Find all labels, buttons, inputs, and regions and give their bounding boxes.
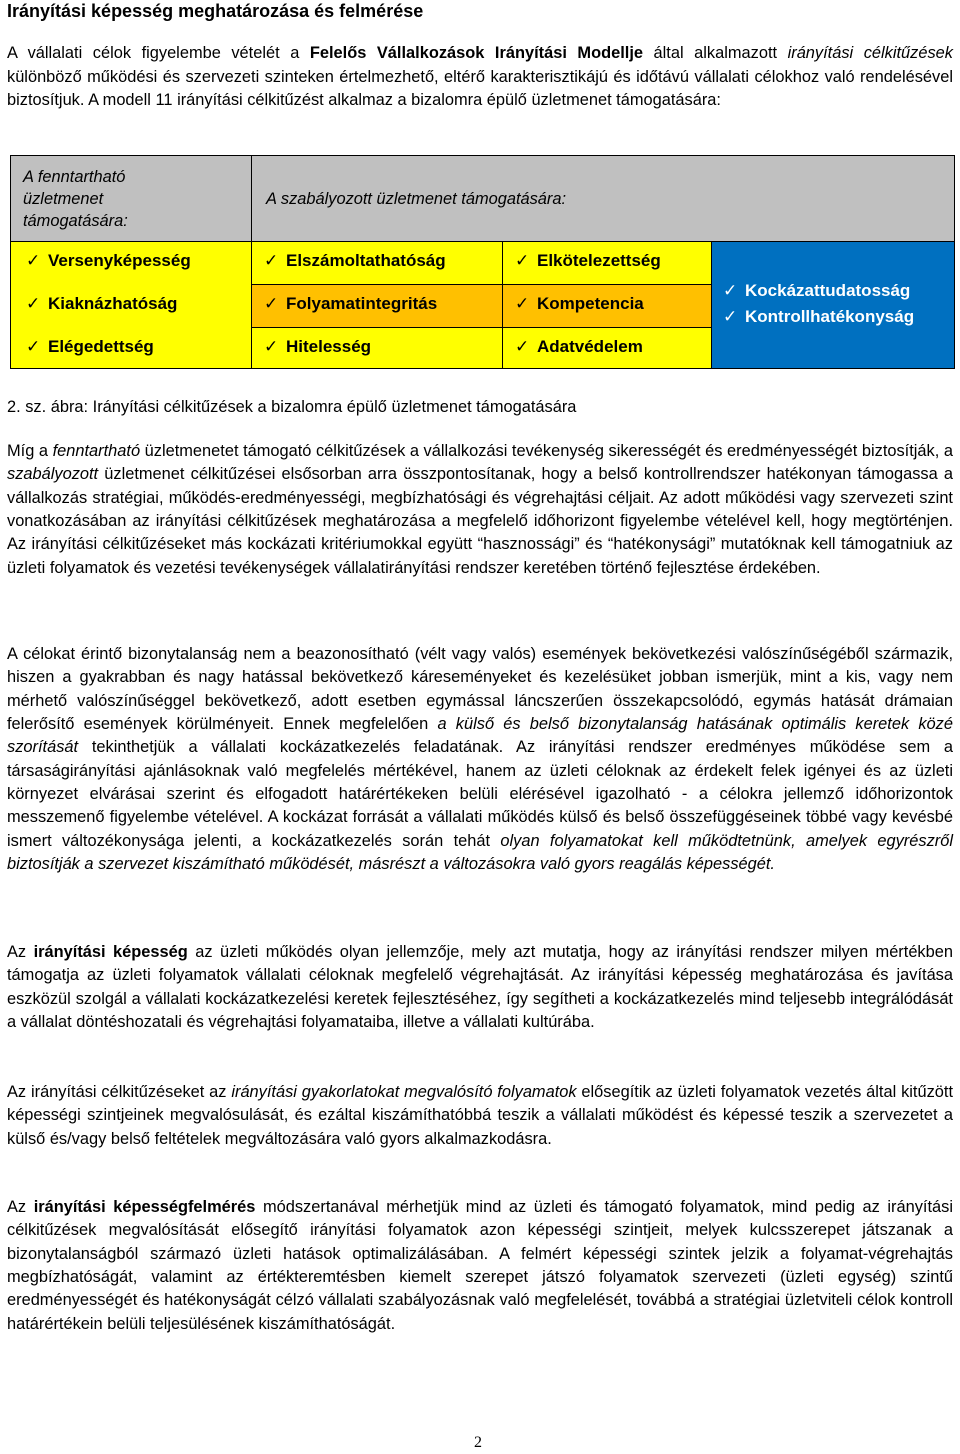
- risk-control-cell: [711, 241, 955, 369]
- objective-label: Hitelesség: [286, 337, 372, 356]
- objective-item: [264, 336, 371, 358]
- objective-label: Adatvédelem: [537, 337, 643, 356]
- objective-item: [515, 293, 644, 315]
- paragraph-5: [7, 1196, 953, 1336]
- intro-text: különböző működési és szervezeti szinteken értelmezhető, eltérő karakterisztikájú és időtávú vállalati célokhoz való rendelésével biztosítjuk. A modell 11 irányítási célkitűzést alkalmaz a bizalomra épülő üzletmenet támogatására:: [7, 67, 953, 109]
- objective-label: Kontrollhatékonyság: [745, 307, 915, 326]
- text-run: irányítási képességfelmérés: [33, 1198, 256, 1216]
- objective-label: Kockázattudatosság: [745, 281, 911, 300]
- text-run: szabályozott: [7, 465, 99, 484]
- paragraph-1: [7, 440, 953, 580]
- objective-item: [515, 250, 661, 272]
- check-icon: ✓: [723, 281, 738, 300]
- intro-text: által alkalmazott: [643, 44, 788, 62]
- page-number: 2: [474, 1434, 482, 1451]
- intro-term: irányítási célkitűzések: [787, 44, 953, 62]
- text-run: módszertanával mérhetjük mind az üzleti és támogató folyamatok, mind pedig az irányítási célkitűzések megvalósítását elősegítő irányítási folyamatok azon képességi szintjeit, melyek kulcsszerepet játszanak a bizonytalanságból származó üzleti hatások optimalizálásában. A felmért képességi szintek jelzik a folyamat-végrehajtás megbízhatóságát, valamint az értékteremtésben kiemelt szerepet játszó folyamatok szervezeti (üzleti egység) szintű eredményességét és hatékonyságát célzó vállalati szabályozásnak való megfelelését, továbbá a stratégiai üzletviteli célok kontroll határértékein belüli teljesülésének kiszámíthatóságát.: [7, 1198, 953, 1333]
- objective-item: [723, 280, 910, 302]
- text-run: tekinthetjük a vállalati kockázatkezelés feladatának. Az irányítási rendszer eredményes működése sem a társaságirányítási ajánlásoknak való megfelelés mértékével, hanem az üzleti céloknak az érdekelt felek igényei és az üzleti környezet elvárásai szerint és elfogadott határértékeken belüli elérésével igazolható - a célokra jellemző időhorizontok messzemenő figyelembe vételével. A kockázat forrását a vállalati működés külső és belső összefüggéseinek többé vagy kevésbé ismert változékonysága jelenti, a kockázatkezelés során tehát: [7, 738, 953, 850]
- check-icon: ✓: [515, 294, 530, 313]
- objective-item: [264, 250, 446, 272]
- text-run: elősegítik az üzleti folyamatok vezetés által kitűzött képességi szintjeinek megvalósulását, és ezáltal kiszámíthatóbbá teszik a vállalati működést és képessé teszik a szervezetet a külső és/vagy belső feltételek megváltozására való gyors alkalmazkodásra.: [7, 1083, 954, 1148]
- objective-label: Versenyképesség: [48, 251, 191, 270]
- text-run: Míg a: [7, 442, 53, 460]
- objective-item: [26, 336, 154, 358]
- check-icon: ✓: [26, 337, 41, 356]
- objective-label: Elkötelezettség: [537, 251, 661, 270]
- text-run: irányítási gyakorlatokat megvalósító folyamatok: [231, 1083, 577, 1101]
- text-run: olyan folyamatokat kell működtetnünk, amelyek egyrészről biztosítják a szervezet kiszámítható működését, másrészt a változásokra való gyors reagálás képességét.: [7, 831, 953, 874]
- paragraph-2: [7, 643, 953, 876]
- objective-label: Folyamatintegritás: [286, 294, 438, 313]
- check-icon: ✓: [264, 294, 279, 313]
- objective-item: [723, 306, 914, 328]
- page-title: Irányítási képesség meghatározása és felmérése: [7, 1, 424, 21]
- objective-item: [26, 250, 191, 272]
- header-regulated-label: A szabályozott üzletmenet támogatására:: [266, 190, 567, 208]
- model-name: Felelős Vállalkozások Irányítási Modellje: [309, 44, 644, 62]
- text-run: üzletmenetet támogató célkitűzések a vállalkozási tevékenység sikerességét és eredményességét biztosítják, a: [140, 442, 953, 460]
- check-icon: ✓: [26, 251, 41, 270]
- objective-item: [26, 293, 177, 315]
- objective-item: [515, 336, 643, 358]
- text-run: A célokat érintő bizonytalanság nem a beazonosítható (vélt vagy valós) események bekövetkezési valószínűségéből származik, hiszen a gyakrabban és nagy hatással bekövetkező káreseményeket és kezelésüket jobban ismerjük, mint a kis, vagy nem mérhető valószínűséggel bekövetkező, adott esetben egymással láncszerűen összekapcsolódó, egymás hatását drámaian felerősítő események körülményeit. Ennek megfelelően: [7, 645, 953, 734]
- check-icon: ✓: [515, 251, 530, 270]
- text-run: Az: [7, 943, 34, 961]
- objective-label: Kompetencia: [537, 294, 644, 313]
- header-sustainable: [10, 155, 252, 242]
- objective-label: Elszámoltathatóság: [286, 251, 446, 270]
- text-run: irányítási képesség: [33, 943, 188, 961]
- check-icon: ✓: [723, 307, 738, 326]
- text-run: az üzleti működés olyan jellemzője, mely azt mutatja, hogy az irányítási rendszer milyen mértékben támogatja az üzleti folyamatok vállalati céloknak megfelelő végrehajtását. Az irányítási képesség meghatározása és javítása eszközül szolgál a vállalati kockázatkezelési keretek fejlesztéséhez, így segítheti a kockázatkezelés mind teljesebb integrálódását a vállalat döntéshozatali és végrehajtási folyamataiba, illetve a vállalati kultúrába.: [7, 943, 953, 1032]
- intro-paragraph: [7, 42, 953, 113]
- objective-label: Kiaknázhatóság: [48, 294, 178, 313]
- check-icon: ✓: [264, 337, 279, 356]
- paragraph-4: Az irányítási célkitűzéseket az irányítási gyakorlatokat megvalósító folyamatok elősegítik az üzleti folyamatok vezetés által kitűzött képességi szintjeinek megvalósulását, és ezáltal kiszámíthatóbbá teszik a vállalati működést és képessé teszik a szervezetet a külső és/vagy belső feltételek megváltozására való gyors alkalmazkodásra.: [7, 1083, 954, 1148]
- text-run: üzletmenet célkitűzései elsősorban arra összpontosítanak, hogy a belső kontrollrendszer hatékonyan támogassa a vállalkozás stratégiai, működés-eredményességi, megbízhatósági és végrehajtási céljait. Az adott működési vagy szervezeti szint vonatkozásában az irányítási célkitűzések meghatározása a megfelelő időhorizont figyelembe vételével kell, hogy megtörténjen. Az irányítási célkitűzéseket más kockázati kritériumokkal együtt “hasznossági” és “hatékonysági” mutatóknak kell támogatniuk az üzleti folyamatok és vezetési tevékenységek vállalatirányítási rendszer keretében történő fejlesztése érdekében.: [7, 465, 953, 577]
- text-run: a külső és belső bizonytalanság hatásának optimális keretek közé szorítását: [7, 715, 953, 757]
- text-run: fenntartható: [52, 442, 141, 460]
- objective-item: [264, 293, 437, 315]
- check-icon: ✓: [26, 294, 41, 313]
- text-run: Az: [7, 1198, 34, 1216]
- objectives-figure: [10, 155, 955, 369]
- header-sustainable-label: A fenntartható üzletmenet támogatására:: [23, 168, 128, 230]
- check-icon: ✓: [264, 251, 279, 270]
- check-icon: ✓: [515, 337, 530, 356]
- intro-text: A vállalati célok figyelembe vételét a: [7, 44, 310, 62]
- paragraph-3: [7, 941, 953, 1034]
- figure-caption: 2. sz. ábra: Irányítási célkitűzések a bizalomra épülő üzletmenet támogatására: [7, 398, 577, 416]
- header-regulated: [251, 155, 955, 242]
- objective-label: Elégedettség: [48, 337, 154, 356]
